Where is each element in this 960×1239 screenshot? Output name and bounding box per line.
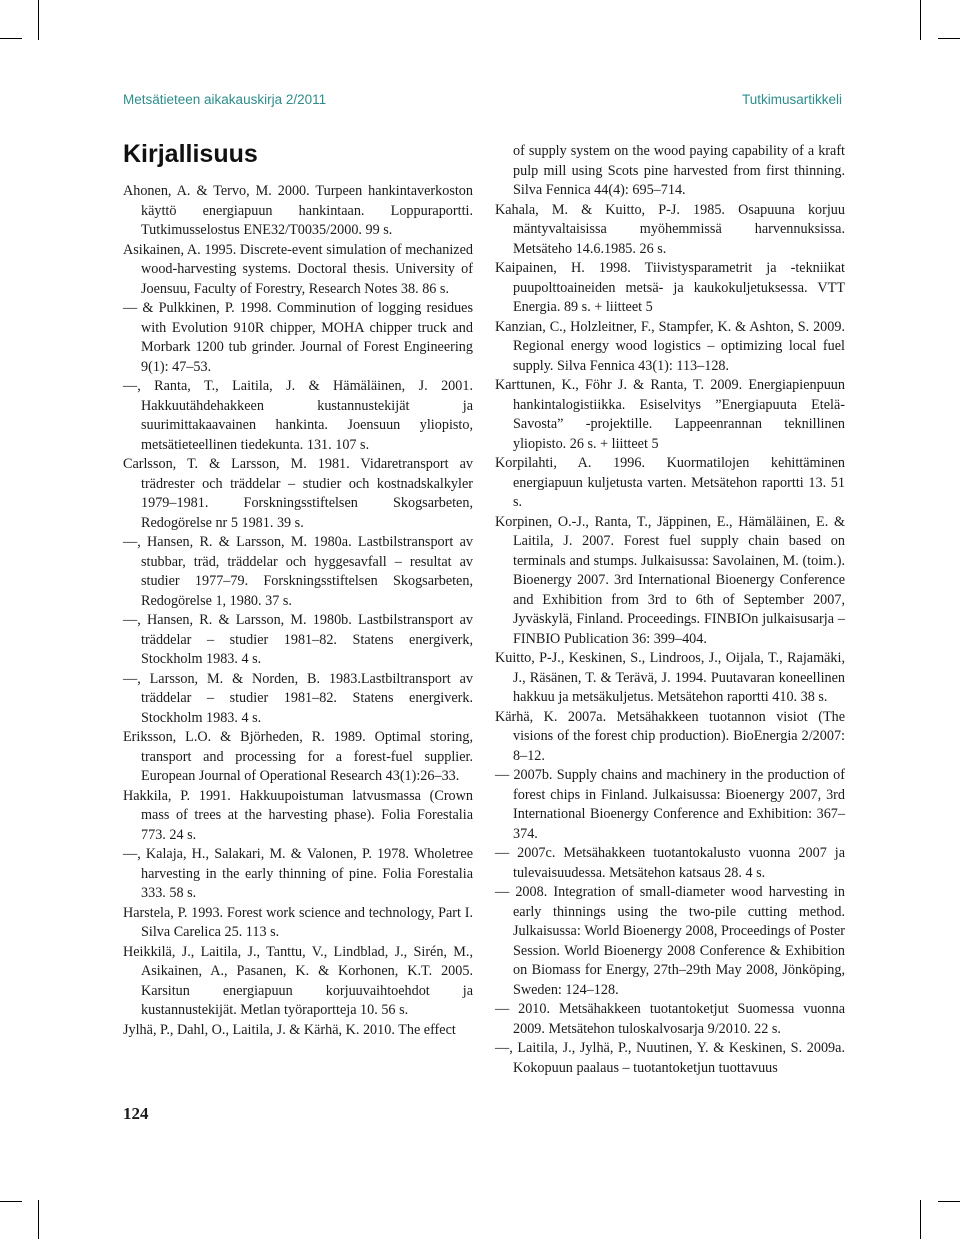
- reference-item: Korpinen, O.-J., Ranta, T., Jäppinen, E., Hämäläinen, E. & Laitila, J. 2007. Forest fuel supply chain based on terminals and stumps. Julkaisussa: Savolainen, M. (toim.). Bioenergy 2007. 3rd International Bioenergy Conference and Exhibition from 3rd to 6th of September 2007, Jyväskylä, Finland. Proceedings. FINBIOn julkaisusarja – FINBIO Publication 36: 399–404.: [495, 513, 845, 647]
- crop-mark: [938, 1201, 960, 1202]
- running-header: [123, 92, 842, 112]
- crop-mark: [920, 0, 921, 40]
- reference-item: —, Ranta, T., Laitila, J. & Hämäläinen, J. 2001. Hakkuutähdehakkeen kustannustekijät ja suurimittakaavainen hankinta. Joensuun yliopisto, metsätieteellinen tiedekunta. 131. 107 s.: [123, 378, 473, 453]
- crop-mark: [0, 38, 22, 39]
- reference-item: — 2008. Integration of small-diameter wood harvesting in early thinnings using the two-pile cutting method. Julkaisussa: World Bioenergy 2008, Proceedings of Poster Session. World Bioenergy 2008 Conference & Exhibition on Biomass for Energy, 27th–29th May 2008, Jönköping, Sweden: 124–128.: [495, 884, 845, 998]
- reference-item: Kuitto, P-J., Keskinen, S., Lindroos, J., Oijala, T., Rajamäki, J., Räsänen, T. & Terävä, J. 1994. Puutavaran koneellinen hakkuu ja metsäkuljetus. Metsätehon raportti 410. 38 s.: [495, 650, 845, 705]
- reference-item: Jylhä, P., Dahl, O., Laitila, J. & Kärhä, K. 2010. The effect: [123, 1021, 456, 1038]
- left-column: [123, 140, 473, 1040]
- reference-item: Kahala, M. & Kuitto, P-J. 1985. Osapuuna korjuu mäntyvaltaisissa myöhemmissä harvennuksissa. Metsäteho 14.6.1985. 26 s.: [495, 201, 845, 257]
- crop-mark: [938, 38, 960, 39]
- reference-item: Korpilahti, A. 1996. Kuormatilojen kehittäminen energiapuun kuljetusta varten. Metsätehon raportti 13. 51 s.: [495, 455, 845, 510]
- reference-item: Kanzian, C., Holzleitner, F., Stampfer, K. & Ashton, S. 2009. Regional energy wood logistics – optimizing local fuel supply. Silva Fennica 43(1): 113–128.: [495, 318, 845, 374]
- section-title: Kirjallisuus: [123, 140, 258, 168]
- crop-mark: [38, 1200, 39, 1239]
- page-number: 124: [123, 1104, 149, 1123]
- crop-mark: [38, 0, 39, 40]
- journal-name: Metsätieteen aikakauskirja 2/2011: [123, 92, 327, 107]
- reference-item: Heikkilä, J., Laitila, J., Tanttu, V., Lindblad, J., Sirén, M., Asikainen, A., Pasanen, K. & Korhonen, K.T. 2005. Karsitun energiapuun korjuuvaihtoehdot ja kustannustekijät. Metlan työraportteja 10. 56 s.: [123, 943, 473, 1018]
- reference-item: — 2010. Metsähakkeen tuotantoketjut Suomessa vuonna 2009. Metsätehon tuloskalvosarja 9/2010. 22 s.: [495, 1001, 845, 1037]
- article-type: Tutkimusartikkeli: [741, 92, 842, 107]
- reference-item: — 2007b. Supply chains and machinery in the production of forest chips in Finland. Julkaisussa: Bioenergy 2007, 3rd International Bioenergy Conference and Exhibition: 367–374.: [495, 767, 845, 842]
- reference-item: —, Hansen, R. & Larsson, M. 1980a. Lastbilstransport av stubbar, träd, träddelar och hyggesavfall – resultat av studier 1977–79. Forskningsstiftelsen Skogsarbeten, Redogörelse 1, 1980. 37 s.: [123, 534, 473, 609]
- reference-item: Kaipainen, H. 1998. Tiivistysparametrit ja -tekniikat puupolttoaineiden metsä- ja kaukokuljetuksessa. VTT Energia. 89 s. + liitteet 5: [495, 260, 845, 315]
- reference-item: —, Hansen, R. & Larsson, M. 1980b. Lastbilstransport av träddelar – studier 1981–82. Statens energiverk, Stockholm 1983. 4 s.: [123, 612, 473, 667]
- reference-item: Eriksson, L.O. & Björheden, R. 1989. Optimal storing, transport and processing for a forest-fuel supplier. European Journal of Operational Research 43(1):26–33.: [123, 729, 473, 784]
- right-column: [495, 142, 845, 1078]
- reference-item: Asikainen, A. 1995. Discrete-event simulation of mechanized wood-harvesting systems. Doctoral thesis. University of Joensuu, Faculty of Forestry, Research Notes 38. 86 s.: [123, 241, 473, 297]
- reference-item: — & Pulkkinen, P. 1998. Comminution of logging residues with Evolution 910R chipper, MOHA chipper truck and Morbark 1200 tub grinder. Journal of Forest Engineering 9(1): 47–53.: [123, 300, 473, 375]
- reference-item: — 2007c. Metsähakkeen tuotantokalusto vuonna 2007 ja tulevaisuudessa. Metsätehon katsaus 28. 4 s.: [495, 845, 845, 881]
- crop-mark: [0, 1201, 22, 1202]
- crop-mark: [920, 1200, 921, 1239]
- reference-item: Karttunen, K., Föhr J. & Ranta, T. 2009. Energiapienpuun hankintalogistiikka. Esiselvitys ”Energiapuuta Etelä-Savosta” -projektille. Lappeenrannan teknillinen yliopisto. 26 s. + liitteet 5: [495, 377, 845, 452]
- reference-continuation: of supply system on the wood paying capability of a kraft pulp mill using Scots pine harvested from first thinning. Silva Fennica 44(4): 695–714.: [513, 143, 845, 198]
- reference-item: Kärhä, K. 2007a. Metsähakkeen tuotannon visiot (The visions of the forest chip production). BioEnergia 2/2007: 8–12.: [495, 708, 845, 764]
- reference-item: Carlsson, T. & Larsson, M. 1981. Vidaretransport av trädrester och träddelar – studier och kostnadskalkyler 1979–1981. Forskningsstiftelsen Skogsarbeten, Redogörelse nr 5 1981. 39 s.: [123, 456, 473, 531]
- reference-item: Ahonen, A. & Tervo, M. 2000. Turpeen hankintaverkoston käyttö energiapuun hankintaan. Loppuraportti. Tutkimusselostus ENE32/T0035/2000. 99 s.: [123, 183, 473, 238]
- reference-item: Harstela, P. 1993. Forest work science and technology, Part I. Silva Carelica 25. 113 s.: [123, 904, 473, 940]
- reference-item: —, Kalaja, H., Salakari, M. & Valonen, P. 1978. Wholetree harvesting in the early thinning of pine. Folia Forestalia 333. 58 s.: [123, 846, 473, 901]
- reference-item: —, Laitila, J., Jylhä, P., Nuutinen, Y. & Keskinen, S. 2009a. Kokopuun paalaus – tuotantoketjun tuottavuus: [495, 1040, 845, 1076]
- reference-item: —, Larsson, M. & Norden, B. 1983.Lastbiltransport av träddelar – studier 1981–82. Statens energiverk. Stockholm 1983. 4 s.: [123, 670, 473, 726]
- reference-item: Hakkila, P. 1991. Hakkuupoistuman latvusmassa (Crown mass of trees at the harvesting phase). Folia Forestalia 773. 24 s.: [123, 787, 473, 843]
